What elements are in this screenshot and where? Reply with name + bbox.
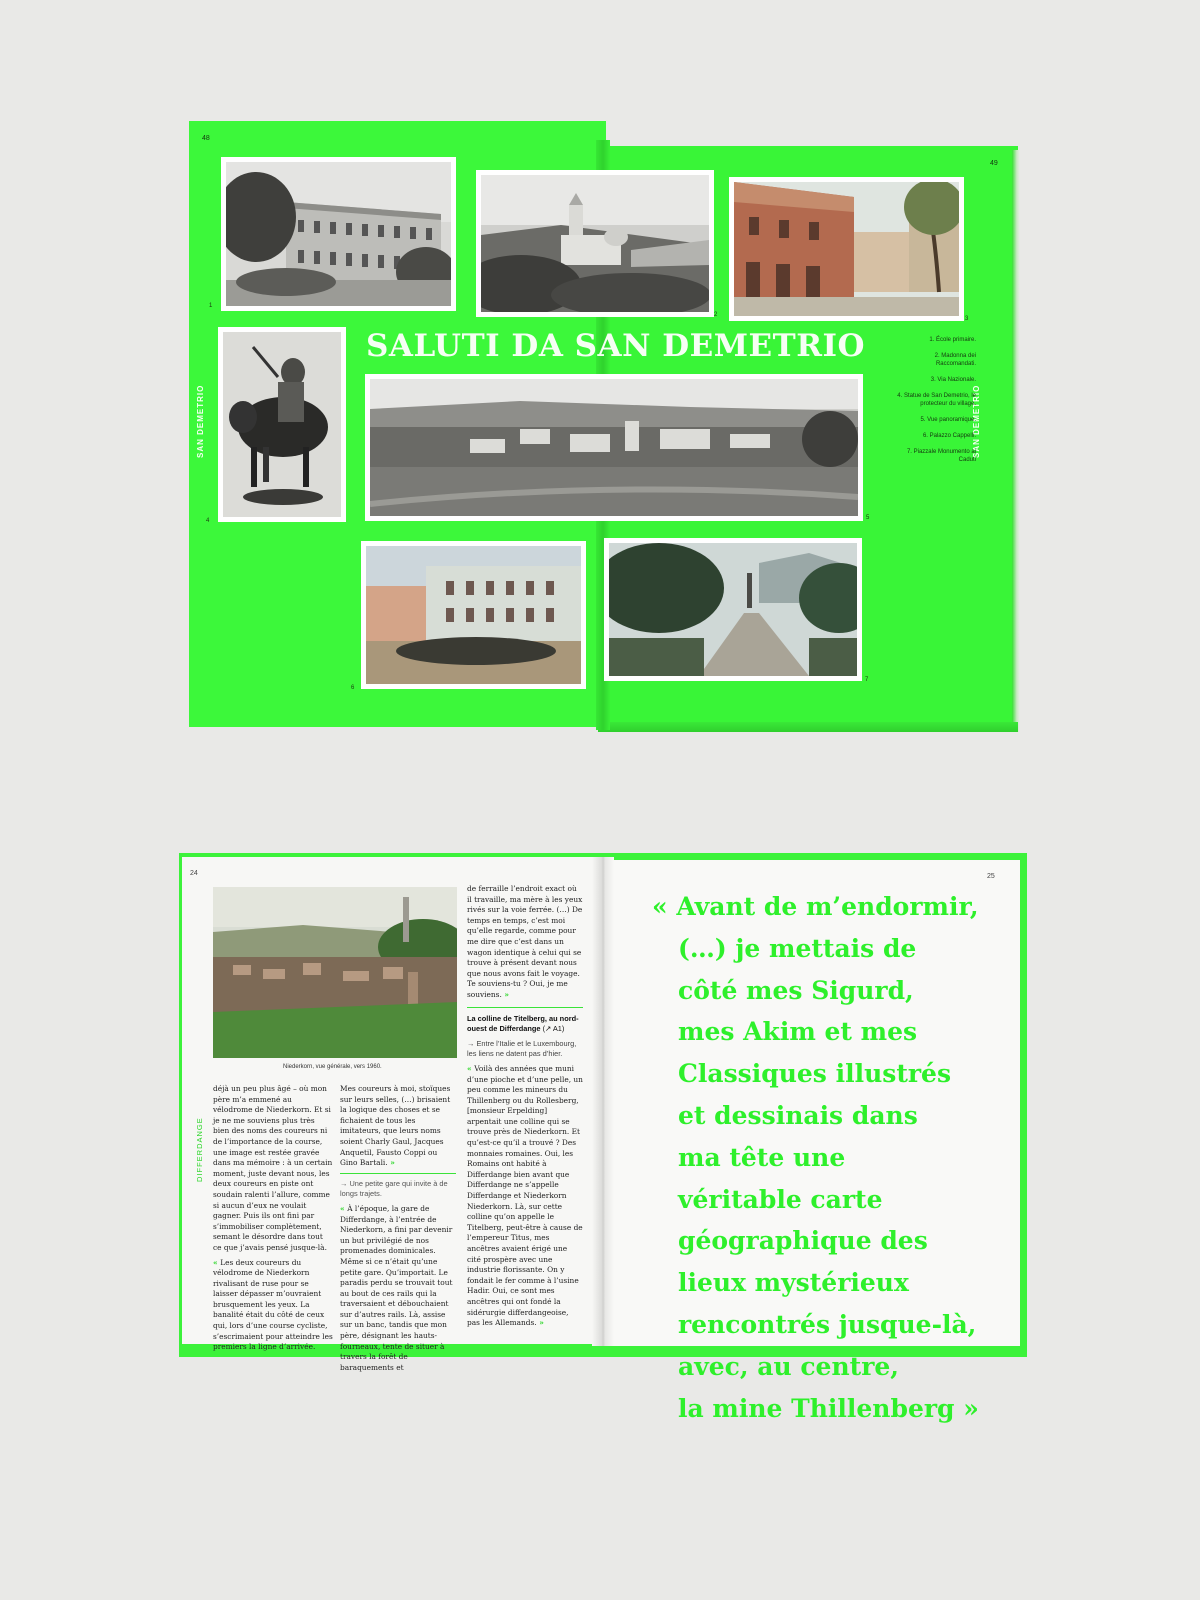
paragraph	[467, 1064, 583, 1329]
paragraph-text: Voilà des années que muni d’une pioche et d’une pelle, un peu comme les mineurs du Thillenberg ou du Rollesberg, [monsieur Erpelding] arpentait une colline qui se trouve près de Niederkorn. Et qu’est-ce qu’il a trouvé ? Des monnaies romaines. Oui, les Romains ont habité à Differdange bien avant que Differdange ne s’appelle Differdange et Niederkorn Niederkorn. Là, sur cette colline qu’on appelle le Titelberg, peut-être à cause de l’empereur Titus, mes ancêtres avaient érigé une cité prospère avec une industrie florissante. On y fondait le fer comme à l’usine Hadir. Oui, ce sont mes ancêtres qui ont fondé la sidérurgie differdangeoise, pas les Allemands.	[467, 1063, 583, 1328]
intro-text: Une petite gare qui invite à de longs trajets.	[340, 1178, 448, 1199]
paragraph: déjà un peu plus âgé – où mon père m’a emmené au vélodrome de Niederkorn. Et si je ne me souviens plus très bien des noms des coureurs ni de l’importance de la course, une image est restée gravée dans ma mémoire : à un certain moment, juste devant nous, les deux coureurs en piste ont soudain ralenti l’allure, comme si aucun d’eux ne voulait gagner. Puis ils ont fini par s’immobiliser complètement, semant le désordre dans tout ce que j’avais pensé jusque-là.	[213, 1084, 333, 1252]
page-edge	[1012, 150, 1020, 732]
caption-item: 4. Statue de San Demetrio, le protecteur du village.	[897, 393, 976, 407]
caption-item: 6. Palazzo Cappelli.	[922, 433, 976, 439]
text-column-2	[340, 1084, 456, 1377]
photo-number: 6	[351, 685, 355, 691]
quote-line: géographique des	[678, 1226, 928, 1256]
quote-line: lieux mystérieux	[678, 1268, 909, 1298]
page-number-right: 25	[987, 873, 995, 880]
divider	[340, 1173, 456, 1174]
spread-title: SALUTI DA SAN DEMETRIO	[366, 328, 866, 364]
photo-niederkorn	[213, 887, 457, 1058]
caption-item: 5. Vue panoramique.	[920, 417, 976, 423]
paragraph-text: Mes coureurs à moi, stoïques sur leurs selles, (…) brisaient la logique des choses et se fichaient de tous les imitateurs, que leurs noms soient Charly Gaul, Jacques Anquetil, Fausto Coppi ou Gino Bartali.	[340, 1084, 451, 1168]
paragraph-text: de ferraille l’endroit exact où il travaille, ma mère à les yeux rivés sur la voie ferrée. (…) De temps en temps, c’est moi qu’elle regarde, comme pour me dire que c’est dans un wagon identique à celui qui se trouve à présent devant nous que nous avons fait le voyage. Te souviens-tu ? Oui, je me souviens.	[467, 884, 583, 999]
photo-number: 4	[206, 518, 210, 524]
intro-line: → Entre l’Italie et le Luxembourg, les liens ne datent pas d’hier.	[467, 1038, 577, 1059]
quote-line: et dessinais dans	[678, 1100, 918, 1130]
photo-number: 3	[965, 316, 969, 322]
subhead-ref: (↗ A1)	[542, 1024, 565, 1034]
book-bottom-edge	[598, 722, 1018, 732]
caption-item: 2. Madonna dei Raccomandati.	[934, 353, 976, 367]
gutter	[592, 857, 614, 1346]
quote-line: côté mes Sigurd,	[678, 975, 914, 1005]
quote-line: rencontrés jusque-là,	[678, 1309, 977, 1339]
page-number-right: 49	[990, 160, 998, 167]
quote-mark: «	[467, 1063, 475, 1073]
quote-line: la mine Thillenberg »	[678, 1393, 979, 1423]
page-number-left: 48	[202, 135, 210, 142]
paragraph-text: Les deux coureurs du vélodrome de Niederkorn rivalisant de ruse pour se laisser dépasser m’ouvraient brusquement les yeux. La banalité était du côté de ceux qui, lors d’une course cycliste, s’escrimaient pour atteindre les premiers la ligne d’arrivée.	[213, 1257, 333, 1352]
side-label-left: SAN DEMETRIO	[196, 384, 205, 458]
intro-line: → Une petite gare qui invite à de longs trajets.	[340, 1178, 448, 1199]
photo-via-nazionale	[729, 177, 964, 321]
photo-ecole-primaire	[221, 157, 456, 311]
divider	[467, 1007, 583, 1008]
photo-number: 5	[866, 515, 870, 521]
quote-line: Classiques illustrés	[678, 1059, 952, 1089]
quote-line: (…) je mettais de	[678, 933, 917, 963]
text-column-3	[467, 884, 583, 1333]
photo-number: 1	[209, 303, 213, 309]
photo-vue-panoramique	[365, 374, 863, 521]
paragraph	[213, 1258, 333, 1353]
quote-mark: »	[536, 1318, 544, 1328]
quote-line: mes Akim et mes	[678, 1017, 918, 1047]
photo-caption: Niederkorn, vue générale, vers 1960.	[283, 1064, 382, 1070]
side-label: DIFFERDANGE	[195, 1117, 204, 1182]
photo-piazzale-monumento	[604, 538, 862, 681]
photo-captions	[896, 336, 976, 472]
pull-quote	[652, 886, 1012, 1429]
photo-madonna-dei-raccomandati	[476, 170, 714, 317]
photo-number: 2	[714, 312, 718, 318]
quote-line: « Avant de m’endormir,	[652, 892, 979, 921]
paragraph-text: À l’époque, la gare de Differdange, à l’entrée de Niederkorn, a fini par devenir un but privilégié de nos promenades dominicales. Même si ce n’était qu’une petite gare. Qu’importait. Le paradis perdu se trouvait tout au bout de ces rails qui la traversaient et débouchaient sur d’autres rails. Là, assise sur un banc, tandis que mon père, désignant les hauts-fourneaux, tente de situer à travers la forêt de baraquements et	[340, 1203, 453, 1372]
quote-mark: »	[501, 989, 510, 999]
paragraph	[340, 1084, 456, 1169]
text-column-1	[213, 1084, 333, 1357]
photo-palazzo-cappelli	[361, 541, 586, 689]
page-number-left: 24	[190, 870, 198, 877]
subhead-text: La colline de Titelberg, au nord-ouest de Differdange	[467, 1013, 579, 1034]
quote-line: avec, au centre,	[678, 1351, 899, 1381]
caption-item: 1. École primaire.	[929, 337, 976, 343]
quote-line: véritable carte	[678, 1184, 883, 1214]
paragraph	[340, 1204, 456, 1374]
caption-item: 7. Piazzale Monumento ai Caduti	[906, 449, 976, 463]
photo-number: 7	[865, 677, 869, 683]
photo-statue-san-demetrio	[218, 327, 346, 522]
quote-mark: »	[387, 1158, 395, 1168]
quote-mark: «	[213, 1257, 221, 1267]
paragraph	[467, 884, 583, 1001]
intro-text: Entre l’Italie et le Luxembourg, les liens ne datent pas d’hier.	[467, 1038, 577, 1059]
subhead	[467, 1014, 583, 1035]
side-label-right: SAN DEMETRIO	[972, 384, 981, 458]
quote-line: ma tête une	[678, 1142, 846, 1172]
caption-item: 3. Via Nazionale.	[930, 377, 976, 383]
quote-mark: «	[340, 1203, 348, 1213]
